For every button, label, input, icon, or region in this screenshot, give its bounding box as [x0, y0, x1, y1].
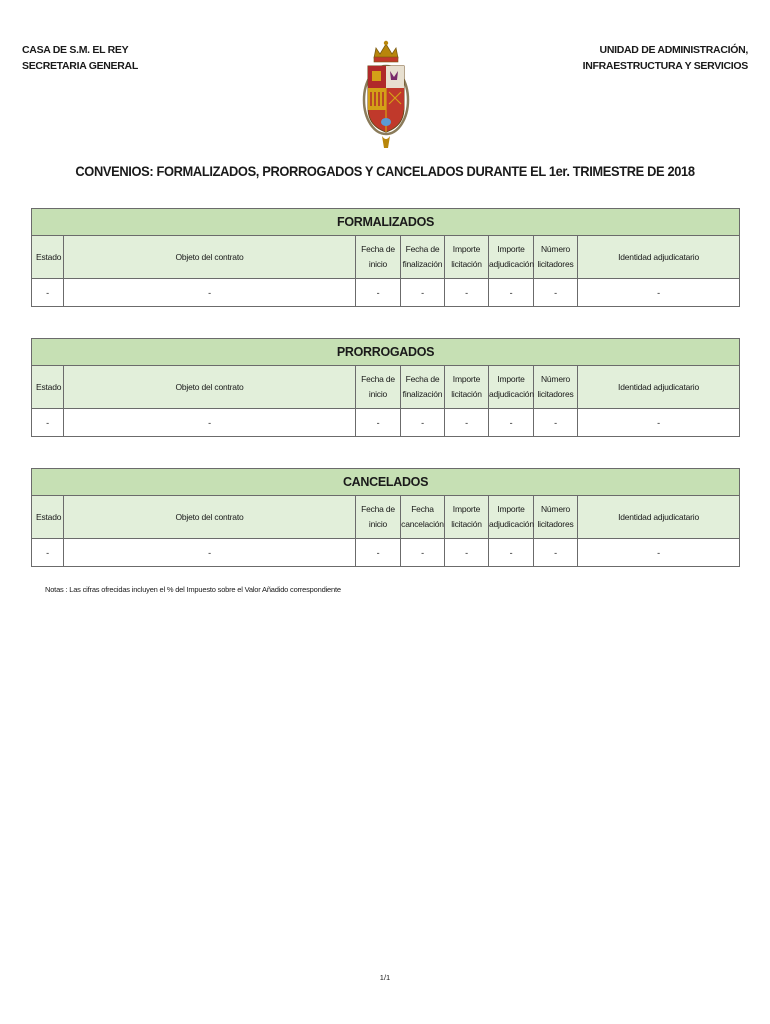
column-header-objeto: Objeto del contrato: [64, 366, 356, 409]
table-cell: -: [534, 409, 578, 437]
table-cell: -: [356, 409, 401, 437]
column-header-identidad-adjudicatario: Identidad adjudicatario: [578, 496, 740, 539]
column-header-fecha-fin: Fecha de finalización: [401, 366, 445, 409]
column-header-numero-licitadores: Número licitadores: [534, 496, 578, 539]
table-cell: -: [489, 279, 534, 307]
column-header-fecha-inicio: Fecha de inicio: [356, 236, 401, 279]
column-header-estado: Estado: [32, 496, 64, 539]
table-cell: -: [534, 279, 578, 307]
section-title: CANCELADOS: [32, 469, 740, 496]
table-cell: -: [445, 279, 489, 307]
section-cancelados: [31, 468, 740, 567]
royal-coat-of-arms-icon: [360, 38, 412, 150]
table-cell: -: [489, 409, 534, 437]
header-right-line2: INFRAESTRUCTURA Y SERVICIOS: [582, 60, 748, 72]
column-header-importe-licitacion: Importe licitación: [445, 366, 489, 409]
header-left-line1: CASA DE S.M. EL REY: [22, 44, 129, 56]
header-right-line1: UNIDAD DE ADMINISTRACIÓN,: [599, 44, 748, 56]
table-row: [32, 409, 740, 437]
table-cell: -: [401, 409, 445, 437]
column-header-objeto: Objeto del contrato: [64, 236, 356, 279]
column-header-fecha-inicio: Fecha de inicio: [356, 366, 401, 409]
table-cell: -: [445, 539, 489, 567]
table-row: [32, 279, 740, 307]
column-header-importe-adjudicacion: Importe adjudicación: [489, 496, 534, 539]
header-left: [22, 42, 138, 74]
table-cell: -: [578, 409, 740, 437]
notes: Notas : Las cifras ofrecidas incluyen el % del Impuesto sobre el Valor Añadido correspondiente: [45, 585, 341, 594]
column-header-importe-licitacion: Importe licitación: [445, 236, 489, 279]
column-header-fecha-cancelacion: Fecha cancelación: [401, 496, 445, 539]
table-cell: -: [32, 409, 64, 437]
table-cell: -: [578, 279, 740, 307]
column-header-identidad-adjudicatario: Identidad adjudicatario: [578, 366, 740, 409]
table-cell: -: [64, 279, 356, 307]
column-header-estado: Estado: [32, 366, 64, 409]
table-cell: -: [32, 539, 64, 567]
header-left-line2: SECRETARIA GENERAL: [22, 60, 138, 72]
table-row: [32, 539, 740, 567]
table-cell: -: [32, 279, 64, 307]
column-header-identidad-adjudicatario: Identidad adjudicatario: [578, 236, 740, 279]
section-title: PRORROGADOS: [32, 339, 740, 366]
column-header-fecha-fin: Fecha de finalización: [401, 236, 445, 279]
column-header-estado: Estado: [32, 236, 64, 279]
section-formalizados: [31, 208, 740, 307]
table-cell: -: [356, 539, 401, 567]
column-header-importe-adjudicacion: Importe adjudicación: [489, 366, 534, 409]
table-cell: -: [356, 279, 401, 307]
column-header-numero-licitadores: Número licitadores: [534, 366, 578, 409]
header-right: [583, 42, 748, 74]
page-number: 1/1: [379, 973, 391, 982]
section-prorrogados: [31, 338, 740, 437]
table-cell: -: [401, 539, 445, 567]
table-cell: -: [534, 539, 578, 567]
table-cell: -: [64, 409, 356, 437]
table-cell: -: [445, 409, 489, 437]
table-cell: -: [64, 539, 356, 567]
column-header-fecha-inicio: Fecha de inicio: [356, 496, 401, 539]
column-header-numero-licitadores: Número licitadores: [534, 236, 578, 279]
column-header-importe-adjudicacion: Importe adjudicación: [489, 236, 534, 279]
table-cell: -: [578, 539, 740, 567]
column-header-objeto: Objeto del contrato: [64, 496, 356, 539]
table-cell: -: [401, 279, 445, 307]
column-header-importe-licitacion: Importe licitación: [445, 496, 489, 539]
section-title: FORMALIZADOS: [32, 209, 740, 236]
table-cell: -: [489, 539, 534, 567]
page-title: CONVENIOS: FORMALIZADOS, PRORROGADOS Y CANCELADOS DURANTE EL 1er. TRIMESTRE DE 2018: [75, 163, 695, 179]
